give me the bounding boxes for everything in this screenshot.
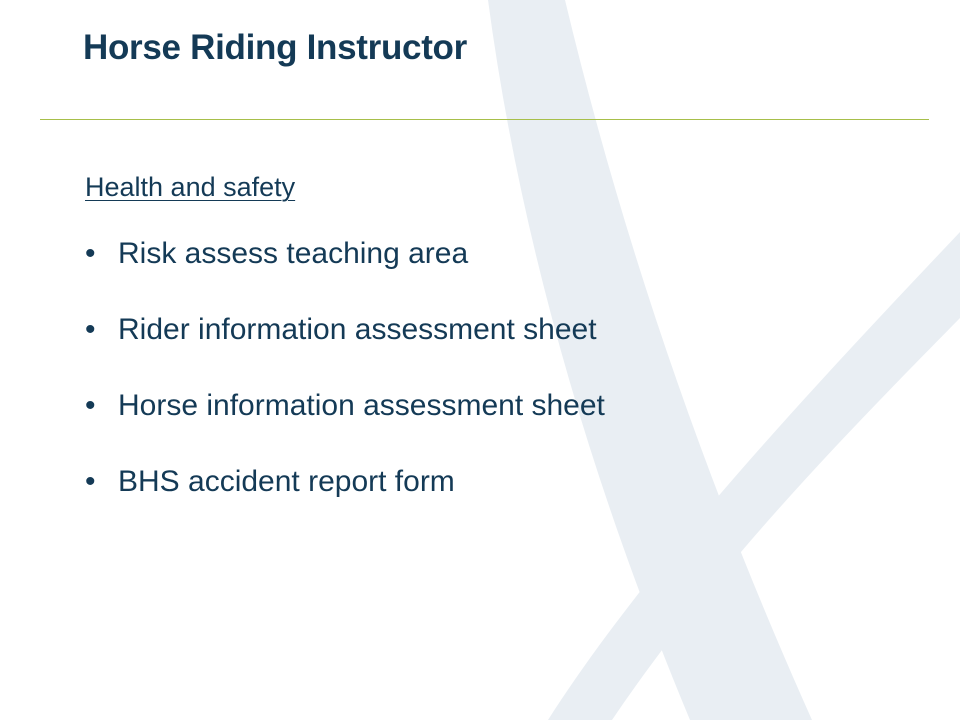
bullet-text: Horse information assessment sheet bbox=[118, 389, 605, 422]
bullet-item bbox=[85, 313, 605, 389]
bullet-icon: • bbox=[85, 313, 96, 346]
bullet-icon: • bbox=[85, 389, 96, 422]
bullet-list bbox=[85, 237, 605, 541]
section-heading: Health and safety bbox=[85, 172, 296, 202]
bullet-icon: • bbox=[85, 237, 96, 270]
title-divider bbox=[40, 119, 929, 120]
bullet-text: Risk assess teaching area bbox=[118, 237, 469, 270]
bullet-item bbox=[85, 237, 605, 313]
bullet-item bbox=[85, 465, 605, 541]
bullet-text: BHS accident report form bbox=[118, 465, 455, 498]
slide-title: Horse Riding Instructor bbox=[83, 28, 467, 67]
bullet-item bbox=[85, 389, 605, 465]
bullet-text: Rider information assessment sheet bbox=[118, 313, 597, 346]
bullet-icon: • bbox=[85, 465, 96, 498]
